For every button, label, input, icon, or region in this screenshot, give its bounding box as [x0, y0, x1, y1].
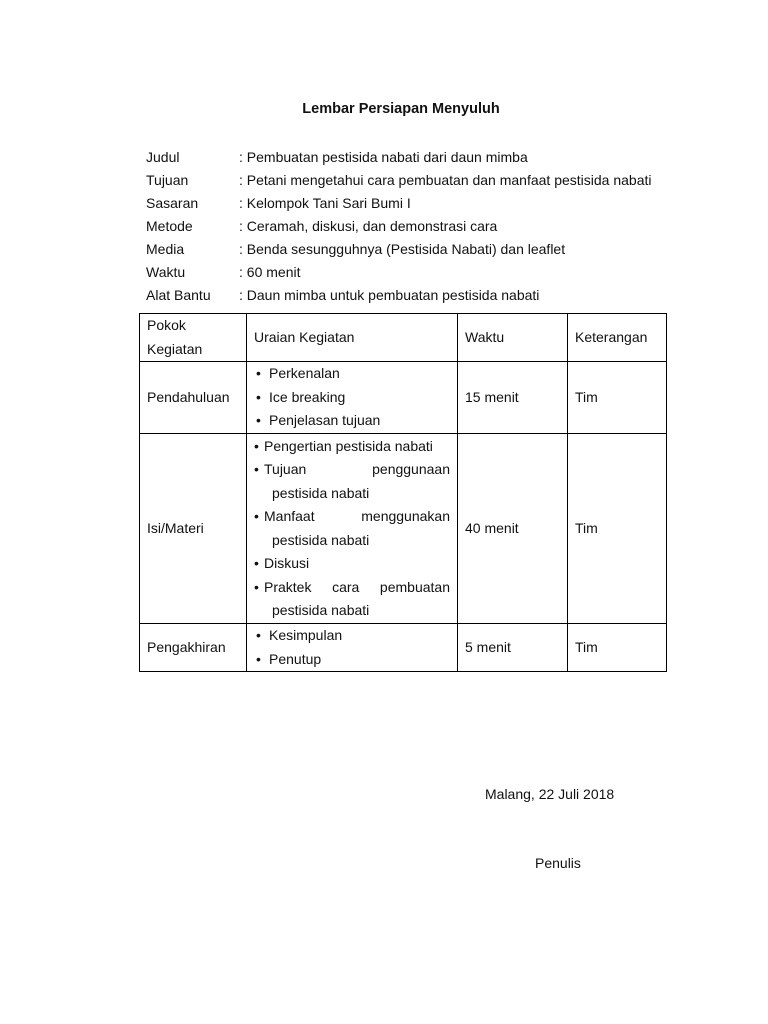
bullet-list	[254, 435, 450, 623]
header-uraian-kegiatan: Uraian Kegiatan	[247, 314, 458, 362]
cell-pokok: Pendahuluan	[140, 362, 247, 434]
list-item: • Penutup	[254, 648, 450, 672]
meta-key: Metode	[146, 218, 193, 234]
meta-value: : 60 menit	[239, 264, 301, 280]
cell-waktu: 40 menit	[458, 434, 568, 624]
table-row	[140, 434, 667, 624]
list-item: • Kesimpulan	[254, 624, 450, 648]
header-keterangan: Keterangan	[568, 314, 667, 362]
page-title: Lembar Persiapan Menyuluh	[302, 101, 500, 117]
meta-value: : Benda sesungguhnya (Pestisida Nabati) dan leaflet	[239, 241, 566, 257]
meta-value: : Petani mengetahui cara pembuatan dan manfaat pestisida nabati	[239, 172, 652, 188]
list-item: • Tujuan penggunaan pestisida nabati	[254, 458, 450, 505]
activity-table	[139, 313, 667, 672]
list-item: • Pengertian pestisida nabati	[254, 435, 450, 459]
cell-keterangan: Tim	[568, 362, 667, 434]
meta-key: Sasaran	[146, 195, 199, 211]
table-header-row	[140, 314, 667, 362]
cell-uraian	[247, 434, 458, 624]
meta-row-metode	[146, 215, 706, 238]
table-row	[140, 362, 667, 434]
cell-pokok: Isi/Materi	[140, 434, 247, 624]
meta-key: Alat Bantu	[146, 287, 211, 303]
list-item: • Perkenalan	[254, 362, 450, 386]
header-waktu: Waktu	[458, 314, 568, 362]
meta-key: Waktu	[146, 264, 186, 280]
header-pokok-kegiatan	[140, 314, 247, 362]
bullet-list	[254, 624, 450, 671]
place-date: Malang, 22 Juli 2018	[485, 786, 615, 802]
meta-row-waktu	[146, 261, 706, 284]
list-item: • Manfaat menggunakan pestisida nabati	[254, 505, 450, 552]
bullet-list	[254, 362, 450, 433]
cell-uraian	[247, 624, 458, 672]
meta-key: Media	[146, 241, 185, 257]
meta-value: : Daun mimba untuk pembuatan pestisida nabati	[239, 287, 540, 303]
cell-keterangan: Tim	[568, 434, 667, 624]
table-row	[140, 624, 667, 672]
cell-waktu: 5 menit	[458, 624, 568, 672]
list-item: • Diskusi	[254, 552, 450, 576]
header-pokok-line2: Kegiatan	[147, 340, 203, 357]
meta-row-alat-bantu	[146, 284, 706, 307]
meta-row-media	[146, 238, 706, 261]
meta-row-sasaran	[146, 192, 706, 215]
meta-list	[146, 146, 706, 307]
cell-pokok: Pengakhiran	[140, 624, 247, 672]
meta-value: : Kelompok Tani Sari Bumi I	[239, 195, 411, 211]
meta-key: Judul	[146, 149, 180, 165]
meta-row-judul	[146, 146, 706, 169]
list-item: • Penjelasan tujuan	[254, 409, 450, 433]
cell-keterangan: Tim	[568, 624, 667, 672]
cell-uraian	[247, 362, 458, 434]
cell-waktu: 15 menit	[458, 362, 568, 434]
meta-key: Tujuan	[146, 172, 189, 188]
list-item: • Praktek cara pembuatan pestisida nabati	[254, 576, 450, 623]
meta-value: : Pembuatan pestisida nabati dari daun mimba	[239, 149, 528, 165]
header-pokok-line1: Pokok	[147, 317, 186, 333]
meta-value: : Ceramah, diskusi, dan demonstrasi cara	[239, 218, 498, 234]
signer-label: Penulis	[535, 855, 581, 871]
meta-row-tujuan	[146, 169, 706, 192]
list-item: • Ice breaking	[254, 386, 450, 410]
